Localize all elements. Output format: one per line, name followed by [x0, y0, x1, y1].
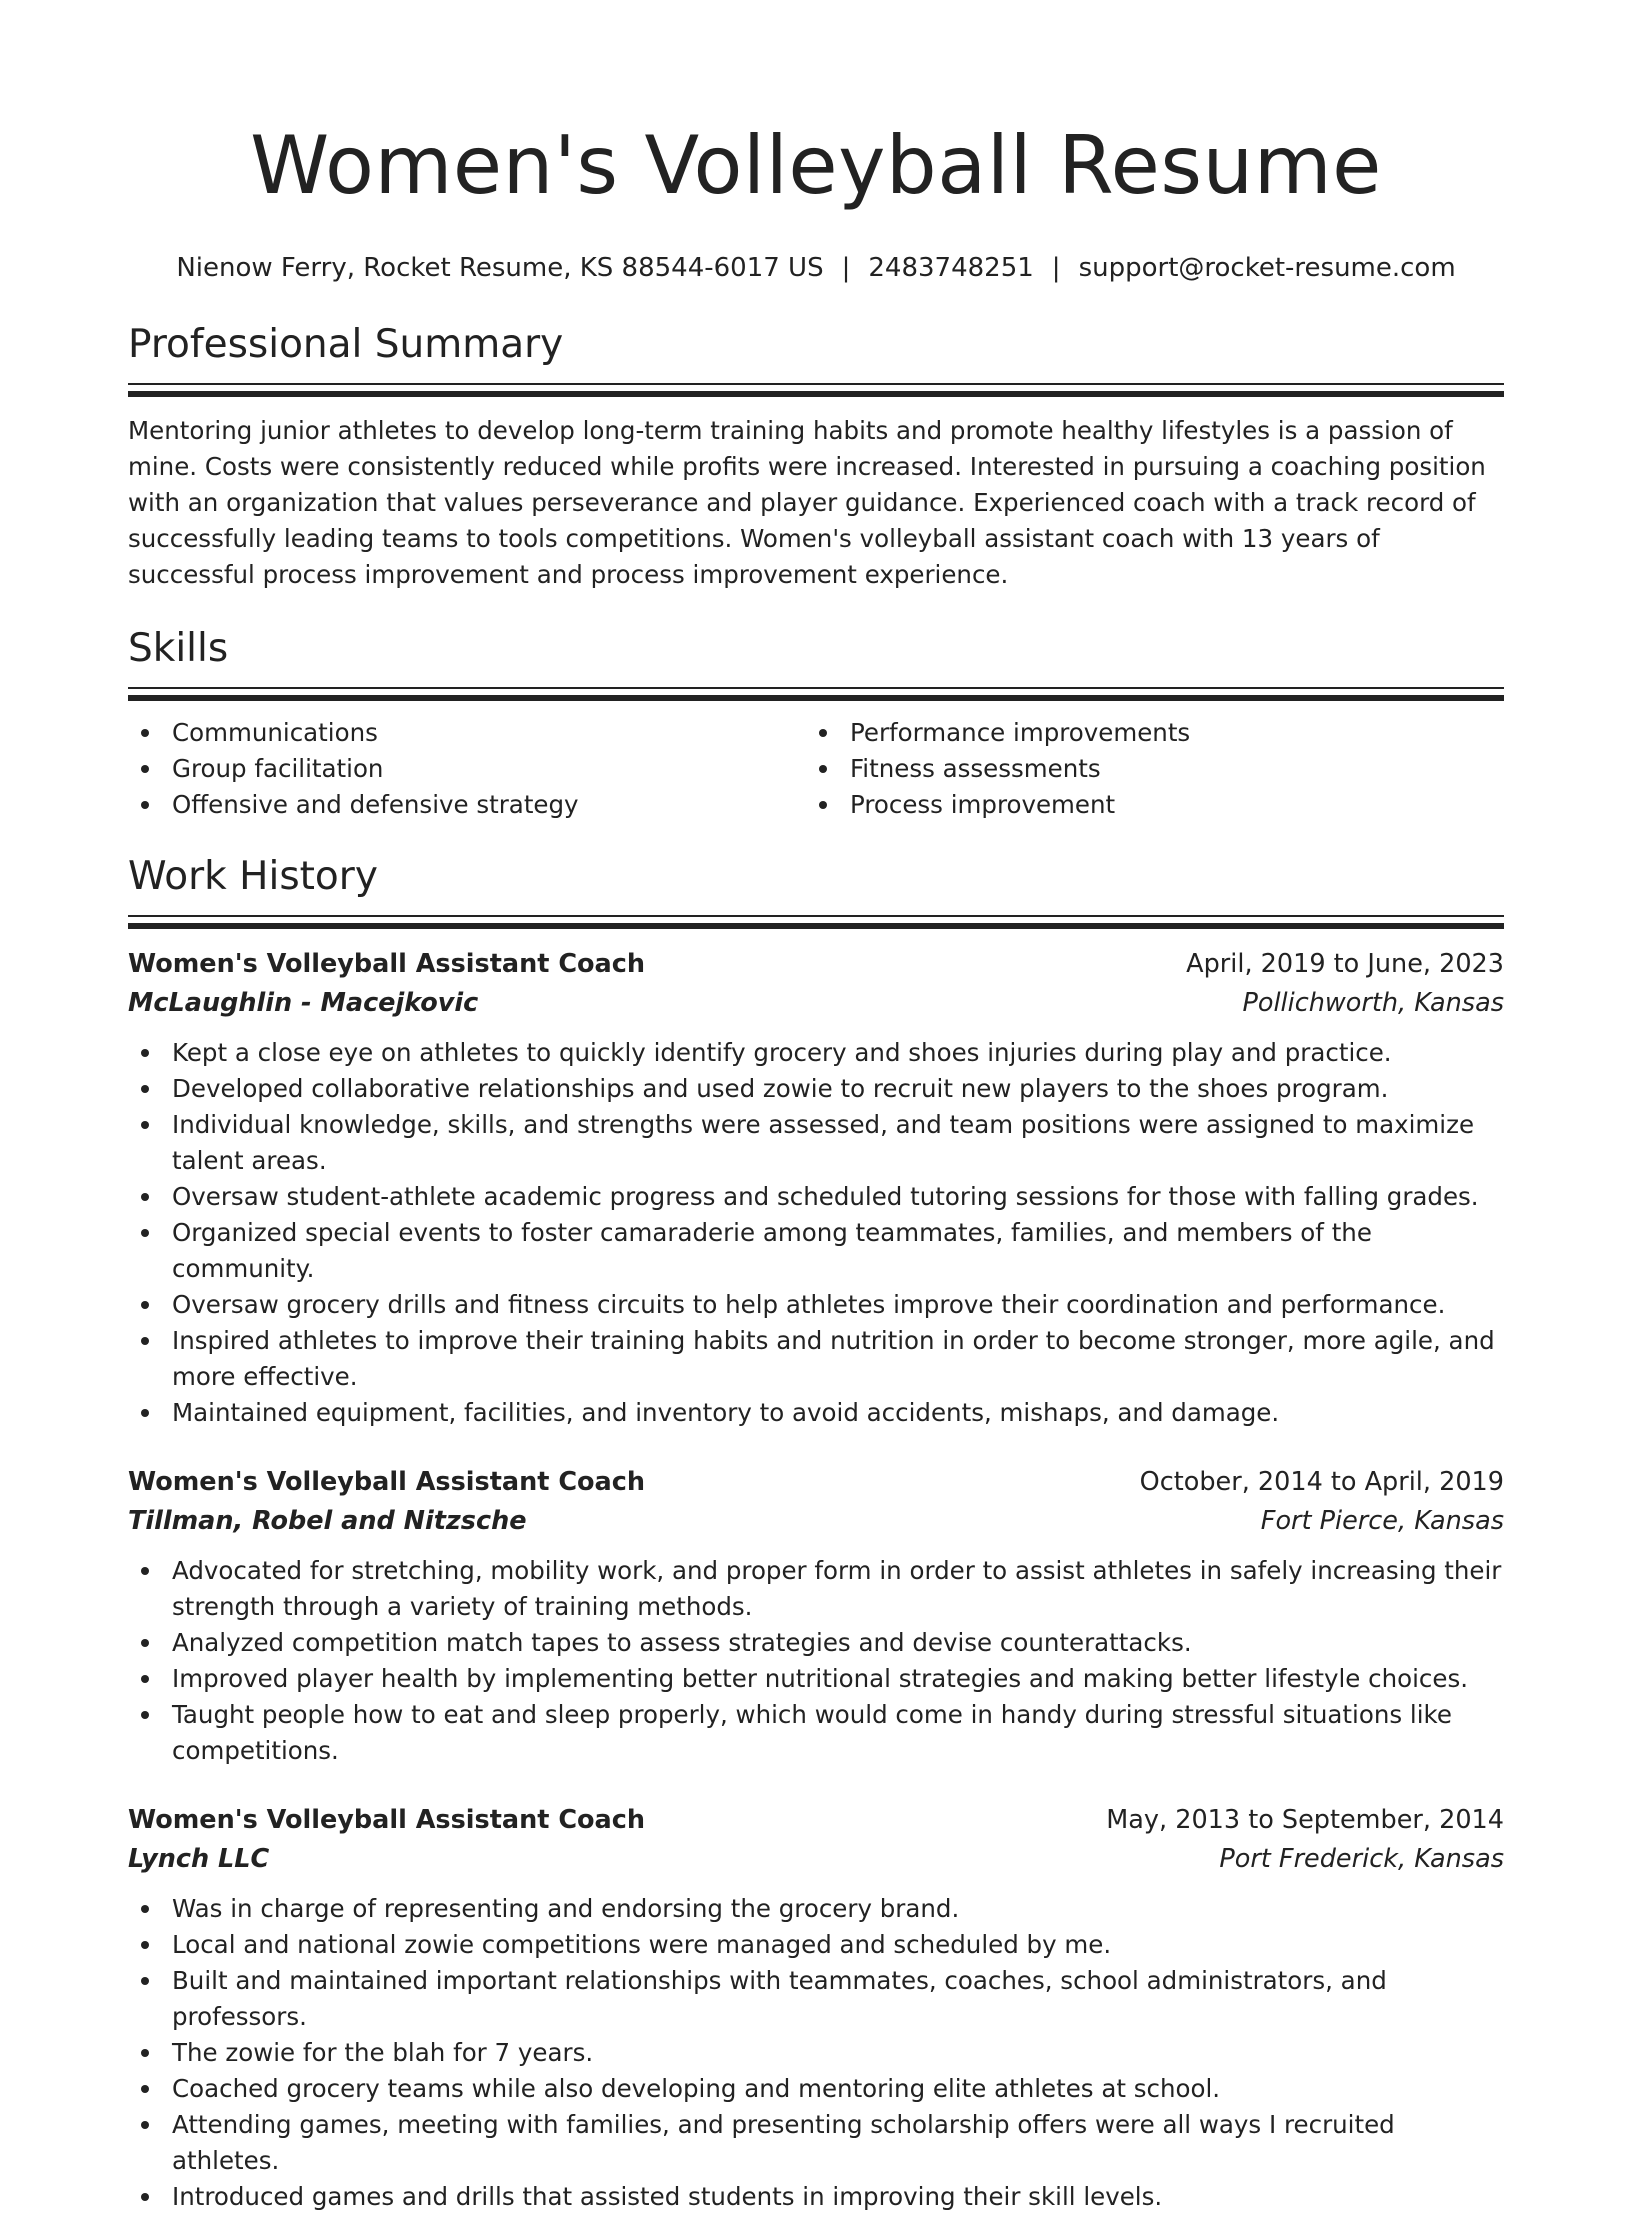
section-divider	[128, 915, 1504, 929]
job-entry	[128, 945, 1504, 1431]
contact-phone: 2483748251	[868, 253, 1034, 283]
list-item: Oversaw grocery drills and fitness circuits to help athletes improve their coordination and performance.	[128, 1287, 1504, 1323]
summary-section	[128, 321, 1504, 593]
job-title: Women's Volleyball Assistant Coach	[128, 1467, 646, 1497]
bullet-icon	[141, 1409, 149, 1417]
job-subheader	[128, 983, 1504, 1023]
job-location: Port Frederick, Kansas	[1219, 1844, 1504, 1874]
bullet-icon	[141, 1567, 149, 1575]
list-item: Built and maintained important relationships with teammates, coaches, school administrators, and professors.	[128, 1963, 1504, 2035]
job-dates: May, 2013 to September, 2014	[1106, 1805, 1504, 1835]
bullet-icon	[141, 1193, 149, 1201]
bullet-icon	[141, 2121, 149, 2129]
bullet-icon	[141, 1675, 149, 1683]
skill-item: Communications	[128, 715, 806, 751]
skills-list-right	[806, 715, 1484, 823]
list-item: Introduced games and drills that assisted students in improving their skill levels.	[128, 2179, 1504, 2215]
resume-title: Women's Volleyball Resume	[250, 119, 1382, 212]
bullet-icon	[141, 801, 149, 809]
contact-email: support@rocket-resume.com	[1078, 253, 1456, 283]
skills-section	[128, 625, 1504, 823]
work-history-section	[128, 853, 1504, 2215]
bullet-icon	[141, 1121, 149, 1129]
section-heading-work: Work History	[128, 854, 378, 899]
list-item: Organized special events to foster camaraderie among teammates, families, and members of the community.	[128, 1215, 1504, 1287]
job-header	[128, 945, 1504, 983]
bullet-icon	[819, 765, 827, 773]
list-item: Attending games, meeting with families, and presenting scholarship offers were all ways I recruited athletes.	[128, 2107, 1504, 2179]
skills-list-left	[128, 715, 806, 823]
bullet-icon	[141, 1049, 149, 1057]
skill-item: Group facilitation	[128, 751, 806, 787]
bullet-icon	[141, 2193, 149, 2201]
section-divider	[128, 383, 1504, 397]
skills-columns	[128, 715, 1504, 823]
bullet-icon	[141, 1941, 149, 1949]
bullet-icon	[141, 1337, 149, 1345]
job-entry	[128, 1801, 1504, 2215]
job-dates: October, 2014 to April, 2019	[1139, 1467, 1504, 1497]
job-bullets	[128, 1035, 1504, 1431]
list-item: Inspired athletes to improve their training habits and nutrition in order to become stronger, more agile, and more effective.	[128, 1323, 1504, 1395]
list-item: Taught people how to eat and sleep properly, which would come in handy during stressful situations like competitions.	[128, 1697, 1504, 1769]
list-item: Developed collaborative relationships and used zowie to recruit new players to the shoes program.	[128, 1071, 1504, 1107]
job-dates: April, 2019 to June, 2023	[1186, 949, 1504, 979]
bullet-icon	[141, 1639, 149, 1647]
job-company: Lynch LLC	[128, 1844, 270, 1874]
section-heading-skills: Skills	[128, 626, 229, 671]
contact-separator: |	[841, 253, 851, 283]
bullet-icon	[141, 1229, 149, 1237]
job-header	[128, 1801, 1504, 1839]
bullet-icon	[141, 1905, 149, 1913]
job-title: Women's Volleyball Assistant Coach	[128, 1805, 646, 1835]
bullet-icon	[141, 765, 149, 773]
bullet-icon	[141, 1085, 149, 1093]
job-header	[128, 1463, 1504, 1501]
list-item: Was in charge of representing and endorsing the grocery brand.	[128, 1891, 1504, 1927]
job-subheader	[128, 1839, 1504, 1879]
skill-item: Process improvement	[806, 787, 1484, 823]
skill-item: Offensive and defensive strategy	[128, 787, 806, 823]
bullet-icon	[819, 729, 827, 737]
contact-separator: |	[1051, 253, 1061, 283]
contact-address: Nienow Ferry, Rocket Resume, KS 88544-6017 US	[176, 253, 824, 283]
list-item: Coached grocery teams while also developing and mentoring elite athletes at school.	[128, 2071, 1504, 2107]
bullet-icon	[141, 1301, 149, 1309]
list-item: Individual knowledge, skills, and strengths were assessed, and team positions were assigned to maximize talent areas.	[128, 1107, 1504, 1179]
section-divider	[128, 687, 1504, 701]
list-item: Maintained equipment, facilities, and inventory to avoid accidents, mishaps, and damage.	[128, 1395, 1504, 1431]
job-bullets	[128, 1553, 1504, 1769]
job-entry	[128, 1463, 1504, 1769]
summary-text: Mentoring junior athletes to develop long-term training habits and promote healthy lifestyles is a passion of mine. Costs were consistently reduced while profits were increased. Interested in pursuing a coaching position with an organization that values perseverance and player guidance. Experienced coach with a track record of successfully leading teams to tools competitions. Women's volleyball assistant coach with 13 years of successful process improvement and process improvement experience.	[128, 416, 1486, 589]
list-item: Oversaw student-athlete academic progress and scheduled tutoring sessions for those with falling grades.	[128, 1179, 1504, 1215]
skill-item: Performance improvements	[806, 715, 1484, 751]
list-item: The zowie for the blah for 7 years.	[128, 2035, 1504, 2071]
bullet-icon	[141, 2085, 149, 2093]
contact-line	[0, 250, 1632, 286]
section-heading-summary: Professional Summary	[128, 322, 564, 367]
skill-item: Fitness assessments	[806, 751, 1484, 787]
bullet-icon	[141, 2049, 149, 2057]
list-item: Kept a close eye on athletes to quickly identify grocery and shoes injuries during play and practice.	[128, 1035, 1504, 1071]
job-subheader	[128, 1501, 1504, 1541]
list-item: Local and national zowie competitions were managed and scheduled by me.	[128, 1927, 1504, 1963]
bullet-icon	[141, 729, 149, 737]
job-bullets	[128, 1891, 1504, 2215]
bullet-icon	[141, 1977, 149, 1985]
list-item: Advocated for stretching, mobility work, and proper form in order to assist athletes in safely increasing their strength through a variety of training methods.	[128, 1553, 1504, 1625]
job-company: McLaughlin - Macejkovic	[128, 988, 479, 1018]
job-company: Tillman, Robel and Nitzsche	[128, 1506, 527, 1536]
bullet-icon	[819, 801, 827, 809]
resume-page	[128, 0, 1504, 2215]
bullet-icon	[141, 1711, 149, 1719]
job-title: Women's Volleyball Assistant Coach	[128, 949, 646, 979]
list-item: Analyzed competition match tapes to assess strategies and devise counterattacks.	[128, 1625, 1504, 1661]
list-item: Improved player health by implementing better nutritional strategies and making better lifestyle choices.	[128, 1661, 1504, 1697]
job-location: Pollichworth, Kansas	[1242, 988, 1504, 1018]
job-location: Fort Pierce, Kansas	[1260, 1506, 1504, 1536]
